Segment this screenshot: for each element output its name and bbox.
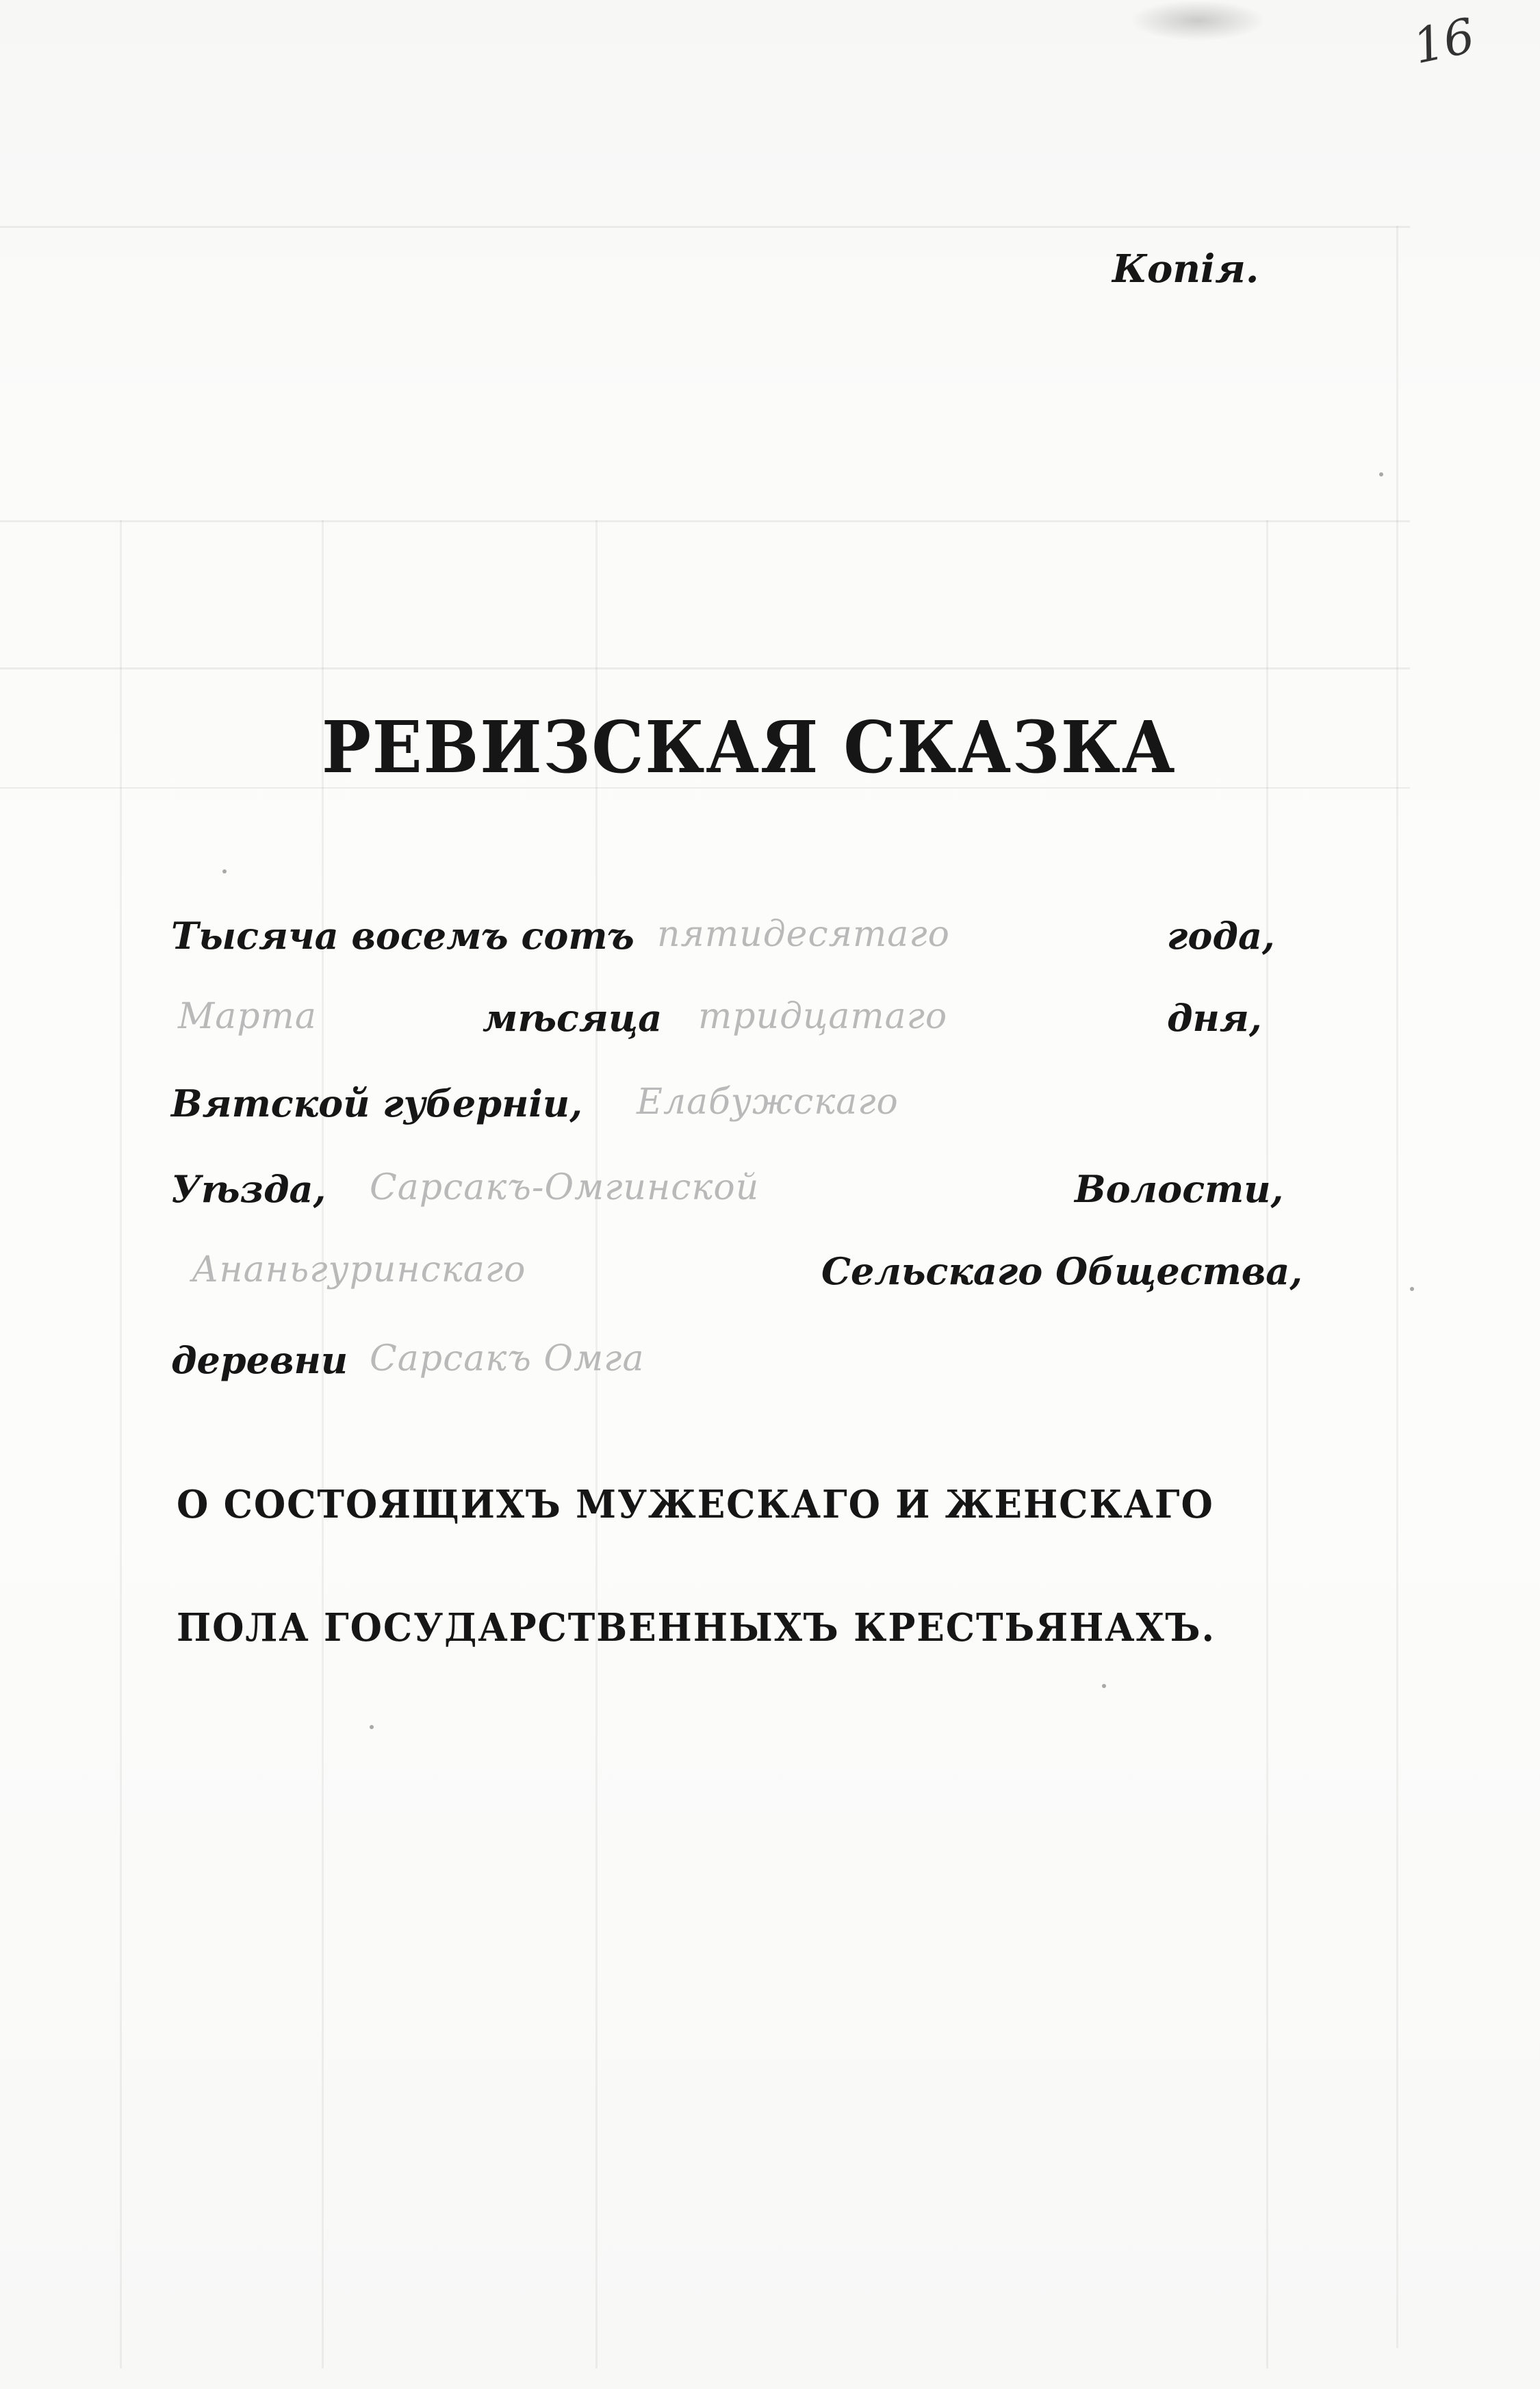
date-line: [171, 996, 1273, 1051]
ghost-vrule: [322, 520, 324, 2368]
month-handwritten: Марта: [178, 996, 317, 1037]
year-prefix: Тысяча восемъ сотъ: [171, 914, 634, 958]
paper-speck: [370, 1725, 374, 1729]
paper-speck: [222, 869, 227, 873]
subtitle-line-2: ПОЛА ГОСУДАРСТВЕННЫХЪ КРЕСТЬЯНАХЪ.: [177, 1605, 1216, 1650]
year-handwritten: пятидесятаго: [657, 914, 950, 955]
page-title: РЕВИЗСКАЯ СКАЗКА: [322, 705, 1177, 789]
district-handwritten: Сарсакъ-Омгинской: [370, 1167, 760, 1208]
year-suffix: года,: [1167, 914, 1275, 958]
volost-label: Волости,: [1075, 1167, 1284, 1211]
society-label: Сельскаго Общества,: [821, 1249, 1303, 1293]
year-line: [171, 914, 1273, 969]
village-label: деревни: [171, 1338, 348, 1382]
province-label: Вятской губерніи,: [171, 1082, 582, 1125]
district-line: [171, 1167, 1284, 1222]
ghost-vrule: [120, 520, 122, 2368]
folio-number: 16: [1408, 7, 1480, 75]
village-line: [171, 1338, 1273, 1393]
paper-speck: [1379, 472, 1383, 476]
ghost-rule: [0, 520, 1410, 522]
ghost-rule: [0, 226, 1410, 228]
copy-label: Копія.: [1112, 246, 1259, 292]
paper-speck: [1410, 1287, 1414, 1291]
village-handwritten: Сарсакъ Омга: [370, 1338, 645, 1379]
ghost-vrule: [1266, 520, 1268, 2368]
province-line: [171, 1082, 1273, 1136]
day-handwritten: тридцатаго: [698, 996, 948, 1037]
paper-speck: [1102, 1684, 1106, 1688]
society-handwritten: Ананьгуринскаго: [192, 1249, 526, 1290]
society-line: [171, 1249, 1303, 1304]
day-label: дня,: [1167, 996, 1262, 1040]
subtitle-line-1: О СОСТОЯЩИХЪ МУЖЕСКАГО И ЖЕНСКАГО: [177, 1482, 1214, 1527]
district-label: Уѣзда,: [171, 1167, 326, 1211]
ghost-vrule: [595, 520, 598, 2368]
ghost-rule: [0, 667, 1410, 669]
month-label: мѣсяца: [483, 996, 663, 1040]
ghost-vrule: [1396, 226, 1398, 2348]
province-handwritten: Елабужскаго: [637, 1082, 899, 1123]
ink-smudge: [1129, 0, 1266, 41]
